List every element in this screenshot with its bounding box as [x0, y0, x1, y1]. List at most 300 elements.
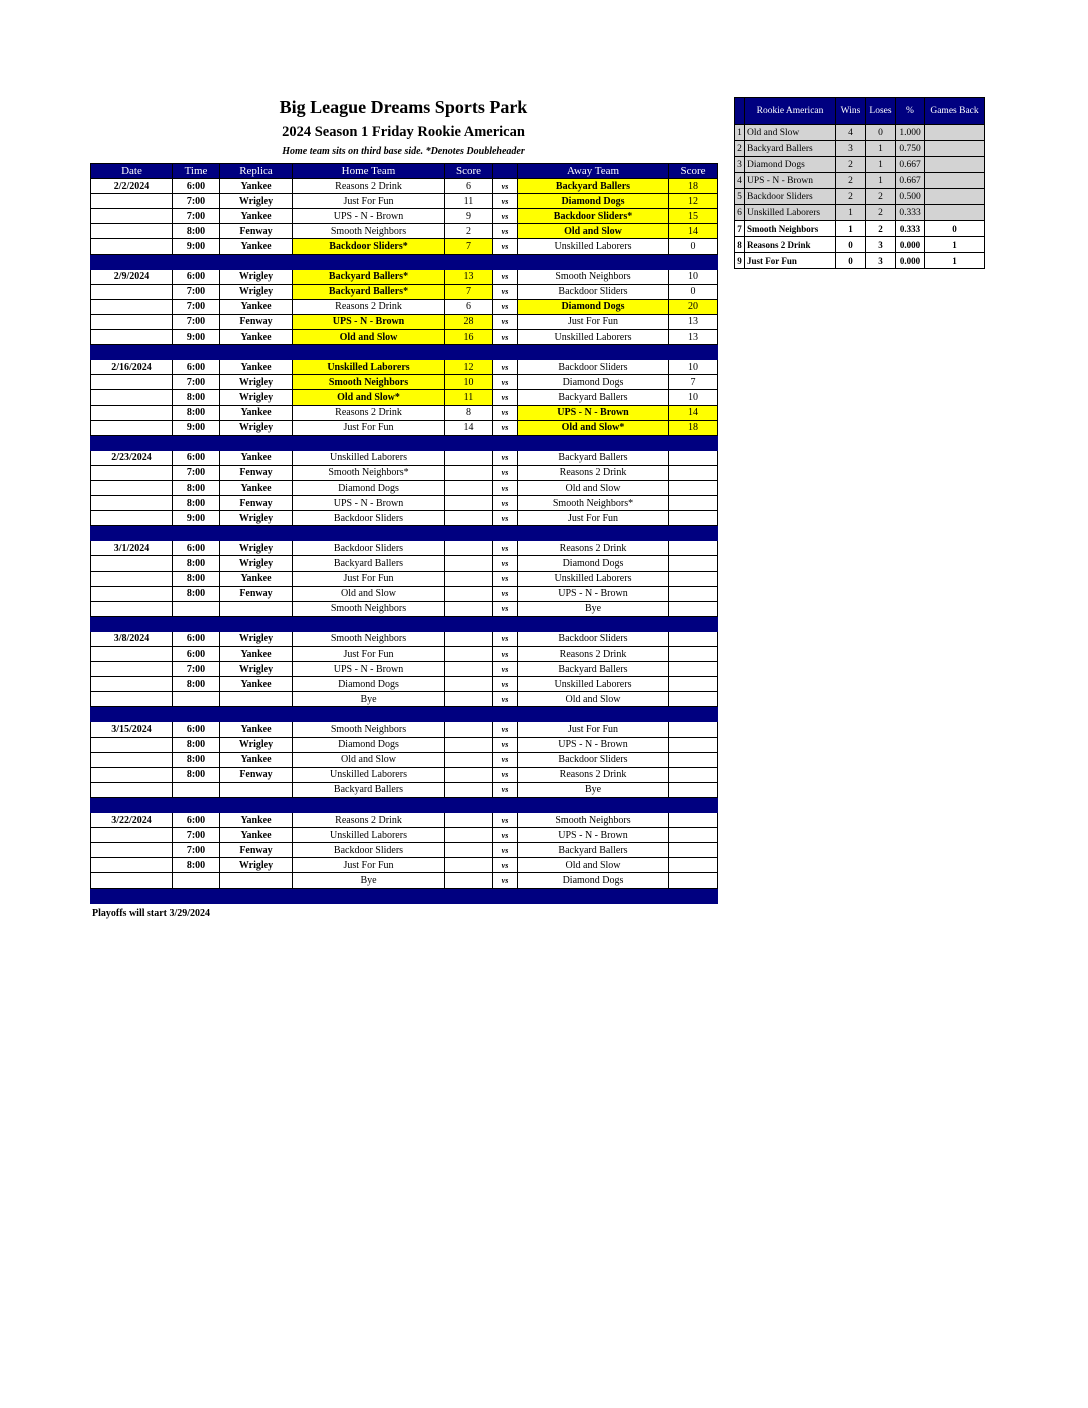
separator-cell	[293, 254, 445, 269]
game-date: 3/15/2024	[91, 722, 173, 737]
game-field: Yankee	[220, 722, 293, 737]
vs-label: vs	[493, 284, 518, 299]
home-score: 13	[445, 269, 493, 284]
away-team: UPS - N - Brown	[518, 828, 669, 843]
separator-cell	[293, 707, 445, 722]
standing-rank: 4	[735, 173, 745, 189]
away-team: Old and Slow	[518, 224, 669, 239]
game-date: 2/16/2024	[91, 360, 173, 375]
schedule-row	[91, 405, 718, 420]
separator-cell	[669, 616, 718, 631]
game-field: Wrigley	[220, 631, 293, 646]
schedule-row	[91, 450, 718, 465]
away-team: Smooth Neighbors	[518, 813, 669, 828]
schedule-row	[91, 813, 718, 828]
separator-cell	[173, 345, 220, 360]
game-field: Fenway	[220, 224, 293, 239]
game-time: 9:00	[173, 330, 220, 345]
vs-label: vs	[493, 692, 518, 707]
home-team: Backyard Ballers	[293, 556, 445, 571]
separator-cell	[518, 526, 669, 541]
game-field: Fenway	[220, 843, 293, 858]
game-time: 7:00	[173, 375, 220, 390]
away-team: Backdoor Sliders*	[518, 209, 669, 224]
standing-pct: 0.500	[896, 189, 925, 205]
game-field: Wrigley	[220, 737, 293, 752]
away-score: 13	[669, 314, 718, 329]
vs-label: vs	[493, 420, 518, 435]
home-team: Just For Fun	[293, 194, 445, 209]
away-team: Diamond Dogs	[518, 873, 669, 888]
separator-cell	[293, 797, 445, 812]
separator-cell	[220, 254, 293, 269]
schedule-row	[91, 179, 718, 194]
home-score	[445, 843, 493, 858]
game-time: 8:00	[173, 677, 220, 692]
away-score	[669, 722, 718, 737]
game-field: Wrigley	[220, 511, 293, 526]
home-team: Diamond Dogs	[293, 737, 445, 752]
standing-loses: 1	[866, 157, 896, 173]
home-score	[445, 752, 493, 767]
standing-pct: 0.000	[896, 253, 925, 269]
game-field: Yankee	[220, 647, 293, 662]
game-field	[220, 601, 293, 616]
schedule-row	[91, 722, 718, 737]
standing-rank: 6	[735, 205, 745, 221]
away-score: 14	[669, 224, 718, 239]
home-score: 9	[445, 209, 493, 224]
standing-wins: 0	[836, 253, 866, 269]
schedule-row	[91, 330, 718, 345]
schedule-note: Home team sits on third base side. *Denotes Doubleheader	[282, 146, 525, 157]
separator-cell	[445, 888, 493, 903]
game-time: 8:00	[173, 737, 220, 752]
home-score	[445, 450, 493, 465]
separator-cell	[91, 526, 173, 541]
home-score: 2	[445, 224, 493, 239]
col-header-replica: Replica	[220, 164, 293, 179]
home-score	[445, 677, 493, 692]
away-team: UPS - N - Brown	[518, 586, 669, 601]
home-score	[445, 737, 493, 752]
vs-label: vs	[493, 511, 518, 526]
col-header-time: Time	[173, 164, 220, 179]
home-team: UPS - N - Brown	[293, 314, 445, 329]
game-field: Wrigley	[220, 420, 293, 435]
away-team: Old and Slow	[518, 858, 669, 873]
schedule-row	[91, 360, 718, 375]
game-time: 6:00	[173, 647, 220, 662]
separator-cell	[518, 707, 669, 722]
schedule-row	[91, 239, 718, 254]
game-field: Fenway	[220, 496, 293, 511]
vs-label: vs	[493, 405, 518, 420]
away-team: Bye	[518, 601, 669, 616]
game-date: 2/2/2024	[91, 179, 173, 194]
schedule-table	[90, 163, 718, 904]
home-team: Just For Fun	[293, 647, 445, 662]
standing-games-back	[925, 125, 985, 141]
schedule-row	[91, 284, 718, 299]
standings-header-rank	[735, 98, 745, 125]
game-time: 8:00	[173, 556, 220, 571]
separator-cell	[173, 254, 220, 269]
away-team: Backyard Ballers	[518, 662, 669, 677]
game-field	[220, 692, 293, 707]
away-team: Old and Slow	[518, 692, 669, 707]
game-date	[91, 194, 173, 209]
separator-cell	[445, 526, 493, 541]
standing-pct: 0.750	[896, 141, 925, 157]
game-date	[91, 662, 173, 677]
game-date	[91, 677, 173, 692]
home-score	[445, 692, 493, 707]
away-team: Backyard Ballers	[518, 179, 669, 194]
separator-cell	[669, 526, 718, 541]
away-score	[669, 480, 718, 495]
game-field: Yankee	[220, 179, 293, 194]
standing-team: Smooth Neighbors	[745, 221, 836, 237]
away-team: Backdoor Sliders	[518, 360, 669, 375]
standing-loses: 2	[866, 189, 896, 205]
vs-label: vs	[493, 843, 518, 858]
standing-pct: 0.667	[896, 173, 925, 189]
standing-loses: 2	[866, 221, 896, 237]
separator-cell	[493, 888, 518, 903]
home-team: Diamond Dogs	[293, 677, 445, 692]
away-team: Diamond Dogs	[518, 375, 669, 390]
standing-wins: 1	[836, 205, 866, 221]
game-field: Yankee	[220, 677, 293, 692]
schedule-row	[91, 601, 718, 616]
home-team: Backdoor Sliders	[293, 843, 445, 858]
standing-wins: 2	[836, 189, 866, 205]
away-score: 10	[669, 390, 718, 405]
separator-cell	[220, 526, 293, 541]
away-team: Reasons 2 Drink	[518, 465, 669, 480]
standing-pct: 0.667	[896, 157, 925, 173]
away-score: 13	[669, 330, 718, 345]
standing-team: Reasons 2 Drink	[745, 237, 836, 253]
game-field: Wrigley	[220, 284, 293, 299]
standing-wins: 3	[836, 141, 866, 157]
game-field: Yankee	[220, 828, 293, 843]
away-team: Backdoor Sliders	[518, 631, 669, 646]
home-score	[445, 767, 493, 782]
vs-label: vs	[493, 224, 518, 239]
away-team: Reasons 2 Drink	[518, 647, 669, 662]
home-score: 12	[445, 360, 493, 375]
separator-cell	[293, 435, 445, 450]
game-date	[91, 843, 173, 858]
vs-label: vs	[493, 450, 518, 465]
standing-rank: 9	[735, 253, 745, 269]
home-team: Old and Slow*	[293, 390, 445, 405]
home-score: 6	[445, 299, 493, 314]
home-team: Bye	[293, 692, 445, 707]
schedule-row	[91, 692, 718, 707]
game-time	[173, 692, 220, 707]
standing-games-back	[925, 205, 985, 221]
week-separator	[91, 254, 718, 269]
vs-label: vs	[493, 782, 518, 797]
game-date	[91, 828, 173, 843]
separator-cell	[669, 888, 718, 903]
standings-row	[735, 189, 985, 205]
game-date: 2/23/2024	[91, 450, 173, 465]
standings-row	[735, 125, 985, 141]
away-score	[669, 647, 718, 662]
schedule-row	[91, 420, 718, 435]
week-separator	[91, 435, 718, 450]
game-date	[91, 767, 173, 782]
game-time	[173, 601, 220, 616]
home-score	[445, 511, 493, 526]
home-team: Old and Slow	[293, 330, 445, 345]
away-score	[669, 843, 718, 858]
home-team: Reasons 2 Drink	[293, 813, 445, 828]
schedule-header-row	[91, 164, 718, 179]
game-field: Yankee	[220, 360, 293, 375]
schedule-row	[91, 511, 718, 526]
home-score: 10	[445, 375, 493, 390]
away-score	[669, 677, 718, 692]
standing-team: Unskilled Laborers	[745, 205, 836, 221]
separator-cell	[493, 526, 518, 541]
game-field: Yankee	[220, 209, 293, 224]
page-title: Big League Dreams Sports Park	[279, 97, 528, 117]
standing-wins: 4	[836, 125, 866, 141]
standing-team: Backyard Ballers	[745, 141, 836, 157]
separator-cell	[91, 254, 173, 269]
separator-cell	[173, 616, 220, 631]
game-time: 7:00	[173, 284, 220, 299]
home-score: 11	[445, 390, 493, 405]
game-time: 8:00	[173, 586, 220, 601]
schedule-row	[91, 843, 718, 858]
home-score	[445, 496, 493, 511]
game-field: Yankee	[220, 480, 293, 495]
game-field: Yankee	[220, 405, 293, 420]
standing-loses: 0	[866, 125, 896, 141]
game-time: 8:00	[173, 390, 220, 405]
game-date	[91, 299, 173, 314]
game-date	[91, 782, 173, 797]
schedule-row	[91, 647, 718, 662]
away-score	[669, 873, 718, 888]
vs-label: vs	[493, 179, 518, 194]
home-team: Diamond Dogs	[293, 480, 445, 495]
away-score	[669, 556, 718, 571]
game-time: 8:00	[173, 858, 220, 873]
game-date: 3/8/2024	[91, 631, 173, 646]
game-date	[91, 737, 173, 752]
game-field: Yankee	[220, 813, 293, 828]
separator-cell	[91, 616, 173, 631]
vs-label: vs	[493, 209, 518, 224]
vs-label: vs	[493, 571, 518, 586]
away-team: Backdoor Sliders	[518, 284, 669, 299]
away-score	[669, 541, 718, 556]
game-field: Fenway	[220, 465, 293, 480]
standing-wins: 2	[836, 157, 866, 173]
separator-cell	[518, 345, 669, 360]
vs-label: vs	[493, 601, 518, 616]
schedule-row	[91, 631, 718, 646]
game-time: 9:00	[173, 420, 220, 435]
schedule-row	[91, 375, 718, 390]
vs-label: vs	[493, 465, 518, 480]
vs-label: vs	[493, 269, 518, 284]
home-team: UPS - N - Brown	[293, 209, 445, 224]
game-field: Wrigley	[220, 269, 293, 284]
vs-label: vs	[493, 813, 518, 828]
separator-cell	[293, 616, 445, 631]
home-score	[445, 662, 493, 677]
home-score	[445, 873, 493, 888]
separator-cell	[445, 616, 493, 631]
game-date	[91, 586, 173, 601]
vs-label: vs	[493, 194, 518, 209]
home-score	[445, 480, 493, 495]
home-score	[445, 556, 493, 571]
schedule-row	[91, 194, 718, 209]
home-score	[445, 465, 493, 480]
away-team: Just For Fun	[518, 314, 669, 329]
playoffs-note: Playoffs will start 3/29/2024	[92, 908, 211, 919]
game-field: Wrigley	[220, 556, 293, 571]
away-team: Unskilled Laborers	[518, 330, 669, 345]
standing-loses: 1	[866, 141, 896, 157]
home-score	[445, 647, 493, 662]
col-header-home-score: Score	[445, 164, 493, 179]
schedule-row	[91, 465, 718, 480]
away-score	[669, 737, 718, 752]
vs-label: vs	[493, 556, 518, 571]
home-score: 16	[445, 330, 493, 345]
home-team: Unskilled Laborers	[293, 450, 445, 465]
game-time: 9:00	[173, 239, 220, 254]
game-time: 7:00	[173, 209, 220, 224]
home-team: Backyard Ballers*	[293, 269, 445, 284]
away-score	[669, 767, 718, 782]
home-team: Smooth Neighbors	[293, 722, 445, 737]
home-team: Bye	[293, 873, 445, 888]
standing-rank: 2	[735, 141, 745, 157]
home-score	[445, 858, 493, 873]
away-score	[669, 828, 718, 843]
game-field: Yankee	[220, 239, 293, 254]
separator-cell	[173, 435, 220, 450]
vs-label: vs	[493, 828, 518, 843]
game-time: 8:00	[173, 496, 220, 511]
separator-cell	[669, 435, 718, 450]
separator-cell	[493, 345, 518, 360]
separator-cell	[518, 888, 669, 903]
vs-label: vs	[493, 390, 518, 405]
game-time: 7:00	[173, 314, 220, 329]
game-time: 8:00	[173, 571, 220, 586]
standing-rank: 8	[735, 237, 745, 253]
away-team: Unskilled Laborers	[518, 239, 669, 254]
vs-label: vs	[493, 858, 518, 873]
game-date	[91, 375, 173, 390]
week-separator	[91, 888, 718, 903]
standing-loses: 1	[866, 173, 896, 189]
standings-header-wins: Wins	[836, 98, 866, 125]
standing-games-back: 1	[925, 237, 985, 253]
game-time: 6:00	[173, 813, 220, 828]
game-field: Yankee	[220, 450, 293, 465]
home-score: 8	[445, 405, 493, 420]
separator-cell	[493, 797, 518, 812]
week-separator	[91, 797, 718, 812]
game-field: Yankee	[220, 571, 293, 586]
home-team: Reasons 2 Drink	[293, 179, 445, 194]
game-time: 7:00	[173, 194, 220, 209]
vs-label: vs	[493, 496, 518, 511]
game-field: Fenway	[220, 767, 293, 782]
standing-games-back	[925, 141, 985, 157]
standing-rank: 5	[735, 189, 745, 205]
game-date	[91, 692, 173, 707]
home-score	[445, 813, 493, 828]
standing-rank: 7	[735, 221, 745, 237]
standings-row	[735, 237, 985, 253]
away-score	[669, 752, 718, 767]
game-field: Yankee	[220, 330, 293, 345]
standing-games-back	[925, 189, 985, 205]
vs-label: vs	[493, 873, 518, 888]
home-team: Smooth Neighbors	[293, 601, 445, 616]
standings-header-games-back: Games Back	[925, 98, 985, 125]
standing-wins: 2	[836, 173, 866, 189]
schedule-row	[91, 209, 718, 224]
away-team: Reasons 2 Drink	[518, 767, 669, 782]
schedule-row	[91, 269, 718, 284]
game-time	[173, 782, 220, 797]
away-team: Bye	[518, 782, 669, 797]
game-date: 2/9/2024	[91, 269, 173, 284]
separator-cell	[669, 254, 718, 269]
home-team: Unskilled Laborers	[293, 828, 445, 843]
standing-team: Backdoor Sliders	[745, 189, 836, 205]
vs-label: vs	[493, 752, 518, 767]
separator-cell	[493, 707, 518, 722]
away-score	[669, 692, 718, 707]
away-score	[669, 450, 718, 465]
away-score	[669, 813, 718, 828]
game-date	[91, 390, 173, 405]
standings-row	[735, 253, 985, 269]
separator-cell	[493, 254, 518, 269]
game-field: Wrigley	[220, 541, 293, 556]
standings-row	[735, 141, 985, 157]
separator-cell	[445, 435, 493, 450]
standings-header-loses: Loses	[866, 98, 896, 125]
game-date	[91, 511, 173, 526]
schedule-row	[91, 752, 718, 767]
vs-label: vs	[493, 647, 518, 662]
home-team: Smooth Neighbors*	[293, 465, 445, 480]
home-team: Old and Slow	[293, 586, 445, 601]
vs-label: vs	[493, 480, 518, 495]
game-time: 8:00	[173, 752, 220, 767]
schedule-row	[91, 556, 718, 571]
away-score: 14	[669, 405, 718, 420]
home-score	[445, 631, 493, 646]
